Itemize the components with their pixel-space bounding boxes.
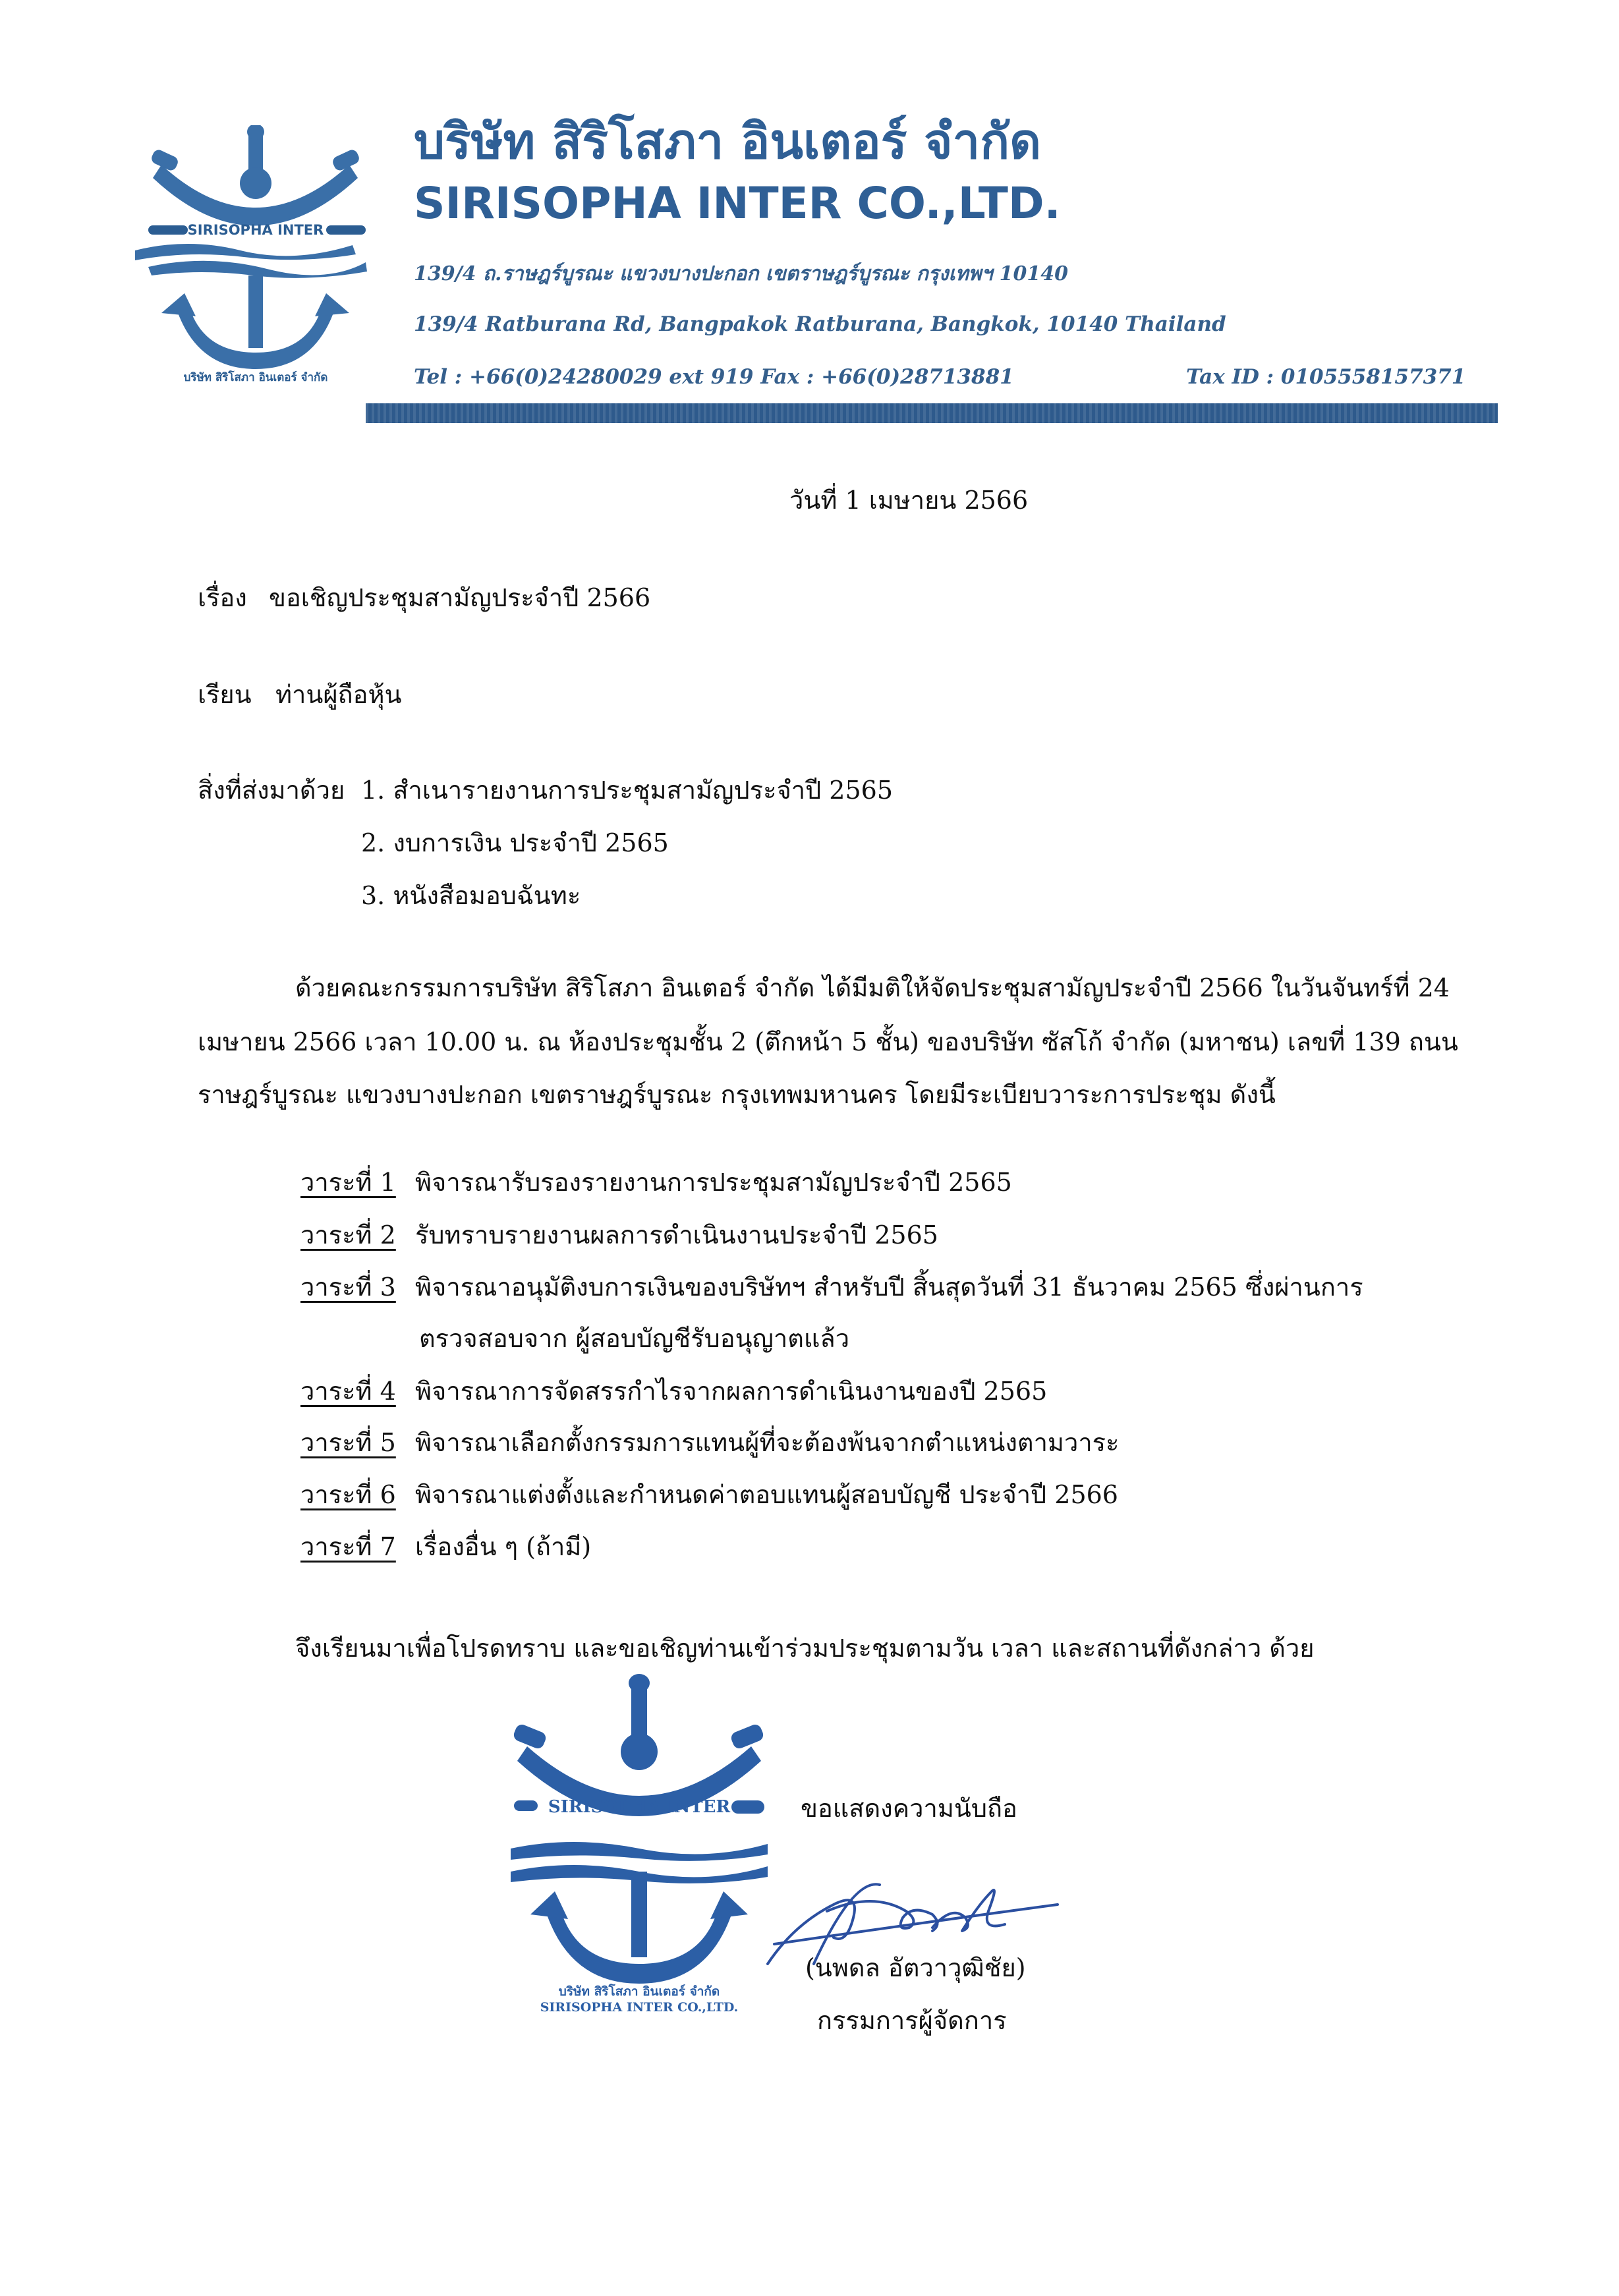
agenda-label: วาระที่ 2 (300, 1220, 396, 1249)
ship-wheel-anchor-logo-icon (135, 125, 376, 386)
subject-text: ขอเชิญประชุมสามัญประจำปี 2566 (269, 583, 651, 612)
logo-text-en: SIRISOPHA INTER (187, 222, 324, 238)
agenda-label: วาระที่ 6 (300, 1480, 396, 1509)
stamp-text-th: บริษัท สิริโสภา อินเตอร์ จำกัด (558, 1984, 720, 1999)
closing-line: จึงเรียนมาเพื่อโปรดทราบ และขอเชิญท่านเข้าร่วมประชุมตามวัน เวลา และสถานที่ดังกล่าว ด้วย (295, 1634, 1315, 1663)
agenda-text: พิจารณาการจัดสรรกำไรจากผลการดำเนินงานของปี 2565 (415, 1377, 1048, 1406)
to-text: ท่านผู้ถือหุ้น (275, 680, 402, 709)
address-th: 139/4 ถ.ราษฎร์บูรณะ แขวงบางปะกอก เขตราษฎร์บูรณะ กรุงเทพฯ 10140 (414, 262, 1069, 285)
agenda-text: พิจารณาอนุมัติงบการเงินของบริษัทฯ สำหรับปี สิ้นสุดวันที่ 31 ธันวาคม 2565 ซึ่งผ่านการ (415, 1273, 1363, 1302)
tax-id: Tax ID : 0105558157371 (1186, 365, 1466, 389)
agenda-text: พิจารณาเลือกตั้งกรรมการแทนผู้ที่จะต้องพ้นจากตำแหน่งตามวาระ (415, 1428, 1120, 1457)
agenda-text-continued: ตรวจสอบจาก ผู้สอบบัญชีรับอนุญาตแล้ว (419, 1324, 850, 1353)
intro-paragraph-line: ราษฎร์บูรณะ แขวงบางปะกอก เขตราษฎร์บูรณะ กรุงเทพมหานคร โดยมีระเบียบวาระการประชุม ดังนี้ (198, 1080, 1276, 1109)
address-en: 139/4 Ratburana Rd, Bangpakok Ratburana, Bangkok, 10140 Thailand (414, 312, 1226, 336)
agenda-label: วาระที่ 1 (300, 1168, 396, 1197)
letter-date: วันที่ 1 เมษายน 2566 (789, 486, 1029, 515)
logo-text-th: บริษัท สิริโสภา อินเตอร์ จำกัด (183, 371, 328, 384)
enclosures-label: สิ่งที่ส่งมาด้วย (198, 776, 345, 805)
agenda-text: พิจารณาแต่งตั้งและกำหนดค่าตอบแทนผู้สอบบัญชี ประจำปี 2566 (415, 1480, 1118, 1509)
contact-line: Tel : +66(0)24280029 ext 919 Fax : +66(0)28713881 (414, 365, 1014, 389)
company-name-th: บริษัท สิริโสภา อินเตอร์ จำกัด (414, 113, 1042, 170)
signer-title: กรรมการผู้จัดการ (817, 2006, 1007, 2035)
agenda-label: วาระที่ 5 (300, 1428, 396, 1457)
company-name-en: SIRISOPHA INTER CO.,LTD. (414, 178, 1061, 229)
regards-text: ขอแสดงความนับถือ (801, 1794, 1017, 1823)
agenda-label: วาระที่ 7 (300, 1532, 396, 1561)
agenda-text: พิจารณารับรองรายงานการประชุมสามัญประจำปี 2565 (415, 1168, 1012, 1197)
agenda-label: วาระที่ 3 (300, 1273, 396, 1302)
stamp-text-en-bottom: SIRISOPHA INTER CO.,LTD. (540, 2000, 739, 2015)
subject-label: เรื่อง (198, 583, 247, 612)
enclosure-item: 3. หนังสือมอบฉันทะ (361, 881, 581, 910)
agenda-label: วาระที่ 4 (300, 1377, 396, 1406)
stamp-text-en: SIRISOPHA INTER (548, 1797, 731, 1817)
company-stamp-icon (507, 1674, 771, 2017)
letterhead-divider (366, 403, 1498, 423)
agenda-text: รับทราบรายงานผลการดำเนินงานประจำปี 2565 (415, 1220, 938, 1249)
agenda-text: เรื่องอื่น ๆ (ถ้ามี) (415, 1532, 592, 1561)
signer-name: (นพดล อัตวาวุฒิชัย) (805, 1953, 1026, 1982)
intro-paragraph-line: ด้วยคณะกรรมการบริษัท สิริโสภา อินเตอร์ จำกัด ได้มีมติให้จัดประชุมสามัญประจำปี 2566 ในวันจันทร์ที่ 24 (295, 973, 1450, 1002)
enclosure-item: 2. งบการเงิน ประจำปี 2565 (361, 828, 669, 857)
intro-paragraph-line: เมษายน 2566 เวลา 10.00 น. ณ ห้องประชุมชั้น 2 (ตึกหน้า 5 ชั้น) ของบริษัท ซัสโก้ จำกัด (มหาชน) เลขที่ 139 ถนน (198, 1027, 1458, 1056)
to-label: เรียน (198, 680, 252, 709)
enclosure-item: 1. สำเนารายงานการประชุมสามัญประจำปี 2565 (361, 776, 893, 805)
